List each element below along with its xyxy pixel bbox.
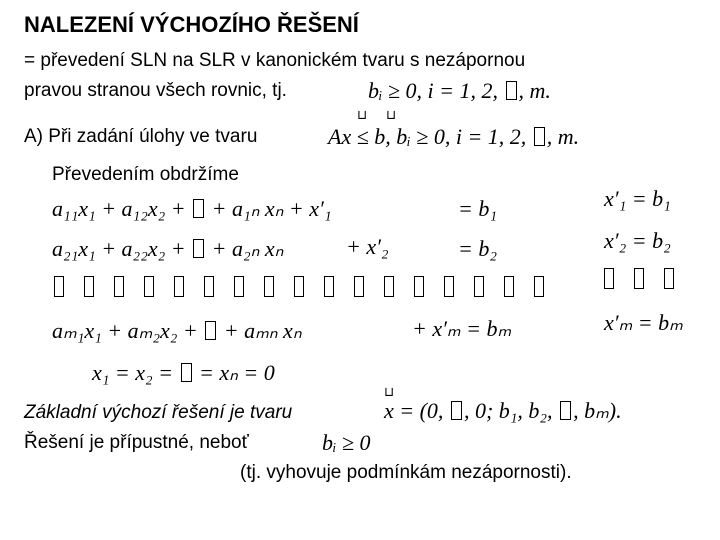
ellipsis-glyph <box>324 276 334 297</box>
basic-solution-c: , bₘ). <box>573 398 622 423</box>
ellipsis-glyph <box>294 276 304 297</box>
ellipsis-glyph <box>181 363 192 382</box>
vector-mark: ⊔ <box>357 107 368 122</box>
zero-equation-a: x₁ = x₂ = <box>92 360 179 385</box>
intro-line-1: = převedení SLN na SLR v kanonickém tvaru s nezápornou <box>24 50 526 71</box>
basic-solution-a: x = (0, <box>384 398 449 423</box>
row2-basis: x′₂ = b₂ <box>604 228 671 253</box>
ellipsis-glyph <box>474 276 484 297</box>
ellipsis-glyph <box>174 276 184 297</box>
feasible-note: (tj. vyhovuje podmínkám nezápornosti). <box>240 462 572 483</box>
ellipsis-glyph <box>193 199 204 218</box>
ellipsis-glyph <box>451 401 462 420</box>
case-a-formula-start: Ax ≤ b, bᵢ ≥ 0, i = 1, 2, <box>328 124 532 149</box>
case-a-label: A) Při zadání úlohy ve tvaru <box>24 126 258 147</box>
rowm-basis: x′ₘ = bₘ <box>604 310 683 335</box>
ellipsis-glyph <box>84 276 94 297</box>
ellipsis-glyph <box>54 276 64 297</box>
ellipsis-glyph <box>205 321 216 340</box>
row2-lhs <box>52 236 283 262</box>
row1-rhs: = b₁ <box>458 196 497 221</box>
ellipsis-glyph <box>634 268 644 289</box>
basic-solution-b: , 0; b₁, b₂, <box>463 398 559 423</box>
feasible-formula: bᵢ ≥ 0 <box>322 430 371 455</box>
row1-lhs-b: + a₁ₙ xₙ + x′₁ <box>206 196 332 221</box>
ellipsis-glyph <box>444 276 454 297</box>
ellipsis-glyph <box>354 276 364 297</box>
case-a-formula <box>328 124 579 150</box>
ellipsis-glyph <box>144 276 154 297</box>
page-title: NALEZENÍ VÝCHOZÍHO ŘEŠENÍ <box>24 12 359 37</box>
ellipsis-glyph <box>534 276 544 297</box>
feasible-label: Řešení je přípustné, neboť <box>24 432 249 453</box>
intro-line-2: pravou stranou všech rovnic, tj. <box>24 80 287 101</box>
row2-slack: + x′₂ <box>346 234 389 259</box>
condition-start: bᵢ ≥ 0, i = 1, 2, <box>368 78 504 103</box>
ellipsis-glyph <box>204 276 214 297</box>
case-a-formula-end: , m. <box>546 124 580 149</box>
ellipsis-glyph <box>664 268 674 289</box>
rowm-lhs <box>52 318 302 344</box>
ellipsis-glyph <box>384 276 394 297</box>
row2-lhs-b: + a₂ₙ xₙ <box>206 236 284 261</box>
ellipsis-glyph <box>604 268 614 289</box>
ellipsis-glyph <box>534 127 545 146</box>
zero-equation-b: = xₙ = 0 <box>193 360 275 385</box>
ellipsis-glyph <box>506 81 517 100</box>
ellipsis-glyph <box>414 276 424 297</box>
condition-end: , m. <box>518 78 551 103</box>
row2-lhs-a: a₂₁x₁ + a₂₂x₂ + <box>52 236 192 261</box>
vector-mark: ⊔ <box>384 384 395 399</box>
zero-equation <box>92 360 275 386</box>
basic-solution-label: Základní výchozí řešení je tvaru <box>24 402 293 423</box>
ellipsis-glyph <box>234 276 244 297</box>
ellipsis-glyph <box>193 239 204 258</box>
vector-mark: ⊔ <box>386 107 397 122</box>
rowm-slack: + x′ₘ = bₘ <box>412 316 512 341</box>
row1-lhs <box>52 196 332 222</box>
ellipsis-glyph <box>114 276 124 297</box>
ellipsis-glyph <box>504 276 514 297</box>
row2-rhs: = b₂ <box>458 236 497 261</box>
vertical-ellipsis-basis <box>602 268 676 289</box>
obtained-label: Převedením obdržíme <box>52 164 239 185</box>
basic-solution-formula <box>384 398 622 424</box>
rowm-lhs-b: + aₘₙ xₙ <box>218 318 302 343</box>
condition-formula <box>368 78 551 104</box>
row1-basis: x′₁ = b₁ <box>604 186 671 211</box>
row1-lhs-a: a₁₁x₁ + a₁₂x₂ + <box>52 196 192 221</box>
ellipsis-glyph <box>560 401 571 420</box>
vertical-ellipsis-row <box>52 276 562 297</box>
ellipsis-glyph <box>264 276 274 297</box>
rowm-lhs-a: aₘ₁x₁ + aₘ₂x₂ + <box>52 318 204 343</box>
